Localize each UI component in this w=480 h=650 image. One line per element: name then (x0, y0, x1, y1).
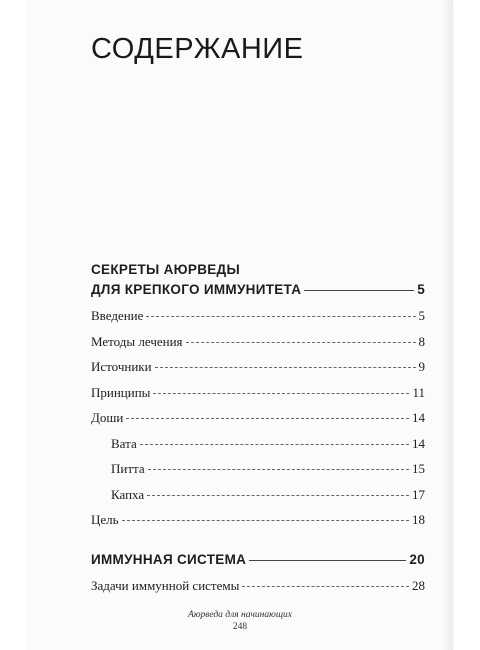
leader-dots (148, 469, 409, 470)
toc-entry[interactable] (91, 359, 425, 374)
leader-dots (122, 520, 409, 521)
toc-subentry[interactable] (91, 487, 425, 502)
page-number: 9 (418, 359, 425, 374)
leader-dots (147, 495, 409, 496)
entry-label: Методы лечения (91, 334, 183, 349)
section-title-line2: ДЛЯ КРЕПКОГО ИММУНИТЕТА (91, 282, 302, 297)
toc-entry[interactable] (91, 410, 425, 425)
leader-dots (186, 342, 416, 343)
page-number: 28 (412, 578, 425, 593)
toc-entry[interactable] (91, 334, 425, 349)
entry-label: Задачи иммунной системы (91, 578, 240, 593)
page-number: 18 (412, 512, 425, 527)
running-footer-title: Аюрведа для начинающих (188, 610, 292, 620)
page-number: 8 (418, 334, 425, 349)
page-edge-shadow (441, 0, 453, 650)
entry-label: Питта (111, 461, 145, 476)
entry-label: Цель (91, 512, 119, 527)
leader-line (249, 560, 406, 561)
section-title: ИММУННАЯ СИСТЕМА (91, 552, 247, 567)
contents-heading: СОДЕРЖАНИЕ (91, 33, 304, 65)
leader-dots (242, 586, 409, 587)
leader-dots (126, 418, 409, 419)
toc-entry[interactable] (91, 308, 425, 323)
footer-page-number: 248 (232, 622, 248, 632)
entry-label: Введение (91, 308, 144, 323)
leader-dots (155, 367, 416, 368)
entry-label: Доши (91, 410, 124, 425)
entry-label: Принципы (91, 385, 151, 400)
leader-dots (146, 316, 415, 317)
page-number: 5 (417, 282, 425, 297)
toc-entry[interactable] (91, 385, 425, 400)
leader-line (304, 290, 414, 291)
toc-section-row[interactable] (91, 282, 425, 297)
toc-entry[interactable] (91, 512, 425, 527)
toc-section-row[interactable] (91, 552, 425, 567)
page-number: 15 (412, 461, 425, 476)
page-number: 20 (409, 552, 425, 567)
leader-dots (140, 444, 409, 445)
entry-label: Источники (91, 359, 152, 374)
book-page (27, 0, 453, 650)
leader-dots (153, 393, 409, 394)
entry-label: Капха (111, 487, 145, 502)
section-title-line1: СЕКРЕТЫ АЮРВЕДЫ (91, 262, 240, 277)
page-number: 5 (418, 308, 425, 323)
page-number: 14 (412, 410, 425, 425)
entry-label: Вата (111, 436, 137, 451)
page-number: 17 (412, 487, 425, 502)
page-number: 14 (412, 436, 425, 451)
page-number: 11 (412, 385, 425, 400)
toc-subentry[interactable] (91, 436, 425, 451)
toc-subentry[interactable] (91, 461, 425, 476)
toc-entry[interactable] (91, 578, 425, 593)
